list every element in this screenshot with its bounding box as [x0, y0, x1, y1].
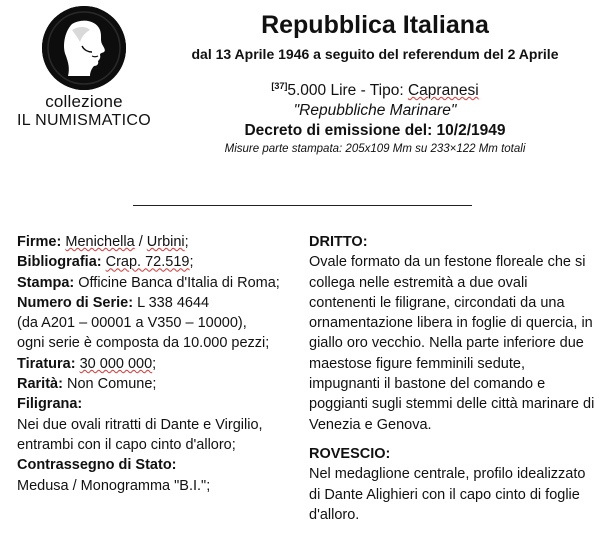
document-header: [160, 10, 590, 157]
banknote-type: Capranesi: [407, 82, 479, 100]
serie-label: Numero di Serie:: [17, 294, 134, 311]
tiratura-label: Tiratura:: [17, 355, 76, 372]
measures: Misure parte stampata: 205x109 Mm su 233×122 Mm totali: [224, 143, 526, 156]
rarita-label: Rarità:: [17, 376, 63, 393]
filigrana-label: Filigrana:: [17, 396, 83, 413]
dritto-label: DRITTO:: [309, 234, 368, 250]
page-title: Repubblica Italiana: [261, 11, 489, 39]
serie-row: [17, 293, 297, 313]
contrassegno-value: Medusa / Monogramma "B.I.";: [17, 477, 211, 494]
stampa-row: [17, 273, 297, 293]
serie-note: ogni serie è composta da 10.000 pezzi;: [17, 335, 270, 352]
bibliografia-label: Bibliografia:: [17, 254, 102, 271]
collection-logo: [14, 6, 154, 130]
rovescio-label: ROVESCIO:: [309, 445, 391, 462]
description-column: [309, 232, 595, 525]
serie-range: (da A201 – 00001 a V350 – 10000),: [17, 315, 247, 332]
firme-row: [17, 232, 297, 252]
firme-end: ;: [184, 234, 189, 250]
tiratura-end: ;: [152, 355, 157, 372]
bibliografia-end: ;: [189, 254, 194, 271]
section-divider: [133, 205, 472, 206]
section-gap: [309, 435, 595, 444]
decree-date: Decreto di emissione del: 10/2/1949: [244, 122, 506, 140]
rarita-value: Non Comune;: [66, 376, 157, 393]
series-name: "Repubbliche Marinare": [293, 102, 457, 120]
stampa-value: Officine Banca d'Italia di Roma;: [78, 274, 280, 291]
stampa-label: Stampa:: [17, 274, 75, 291]
logo-line-2: IL NUMISMATICO: [17, 112, 151, 129]
serie-value: L 338 4644: [137, 294, 210, 311]
rovescio-text: Nel medaglione centrale, profilo idealizzato di Dante Alighieri con il capo cinto di foglie d'alloro.: [309, 466, 586, 523]
tiratura-row: [17, 354, 297, 374]
banknote-value-line: [160, 76, 590, 101]
dritto-text: Ovale formato da un festone floreale che si collega nelle estremità a due ovali contenenti le filigrane, circondati da una ornamentazione libera in foglie di quercia, in giallo oro vecchio. Nella parte inferiore due maestose figure femminili sedute, impugnanti il bastone del comando e poggianti sugli stemmi delle città marinare di Venezia e Genova.: [309, 254, 595, 433]
bibliografia-value: Crap. 72.519: [105, 254, 190, 271]
details-column: [17, 232, 297, 496]
filigrana-text: Nei due ovali ritratti di Dante e Virgilio, entrambi con il capo cinto d'alloro;: [17, 416, 263, 453]
contrassegno-label: Contrassegno di Stato:: [17, 457, 177, 474]
firme-separator: /: [134, 234, 147, 250]
tiratura-value: 30 000 000: [79, 355, 153, 372]
page-subtitle: dal 13 Aprile 1946 a seguito del referendum del 2 Aprile: [191, 46, 559, 62]
firme-label: Firme:: [17, 234, 62, 250]
firme-value: Menichella: [65, 234, 135, 250]
logo-line-1: collezione: [45, 92, 123, 111]
bibliografia-row: [17, 252, 297, 272]
banknote-value: 5.000 Lire - Tipo:: [287, 82, 408, 100]
firme-value-2: Urbini: [146, 234, 185, 250]
profile-portrait-icon: [42, 6, 126, 90]
rarita-row: [17, 374, 297, 394]
footnote-ref: [37]: [271, 81, 288, 91]
